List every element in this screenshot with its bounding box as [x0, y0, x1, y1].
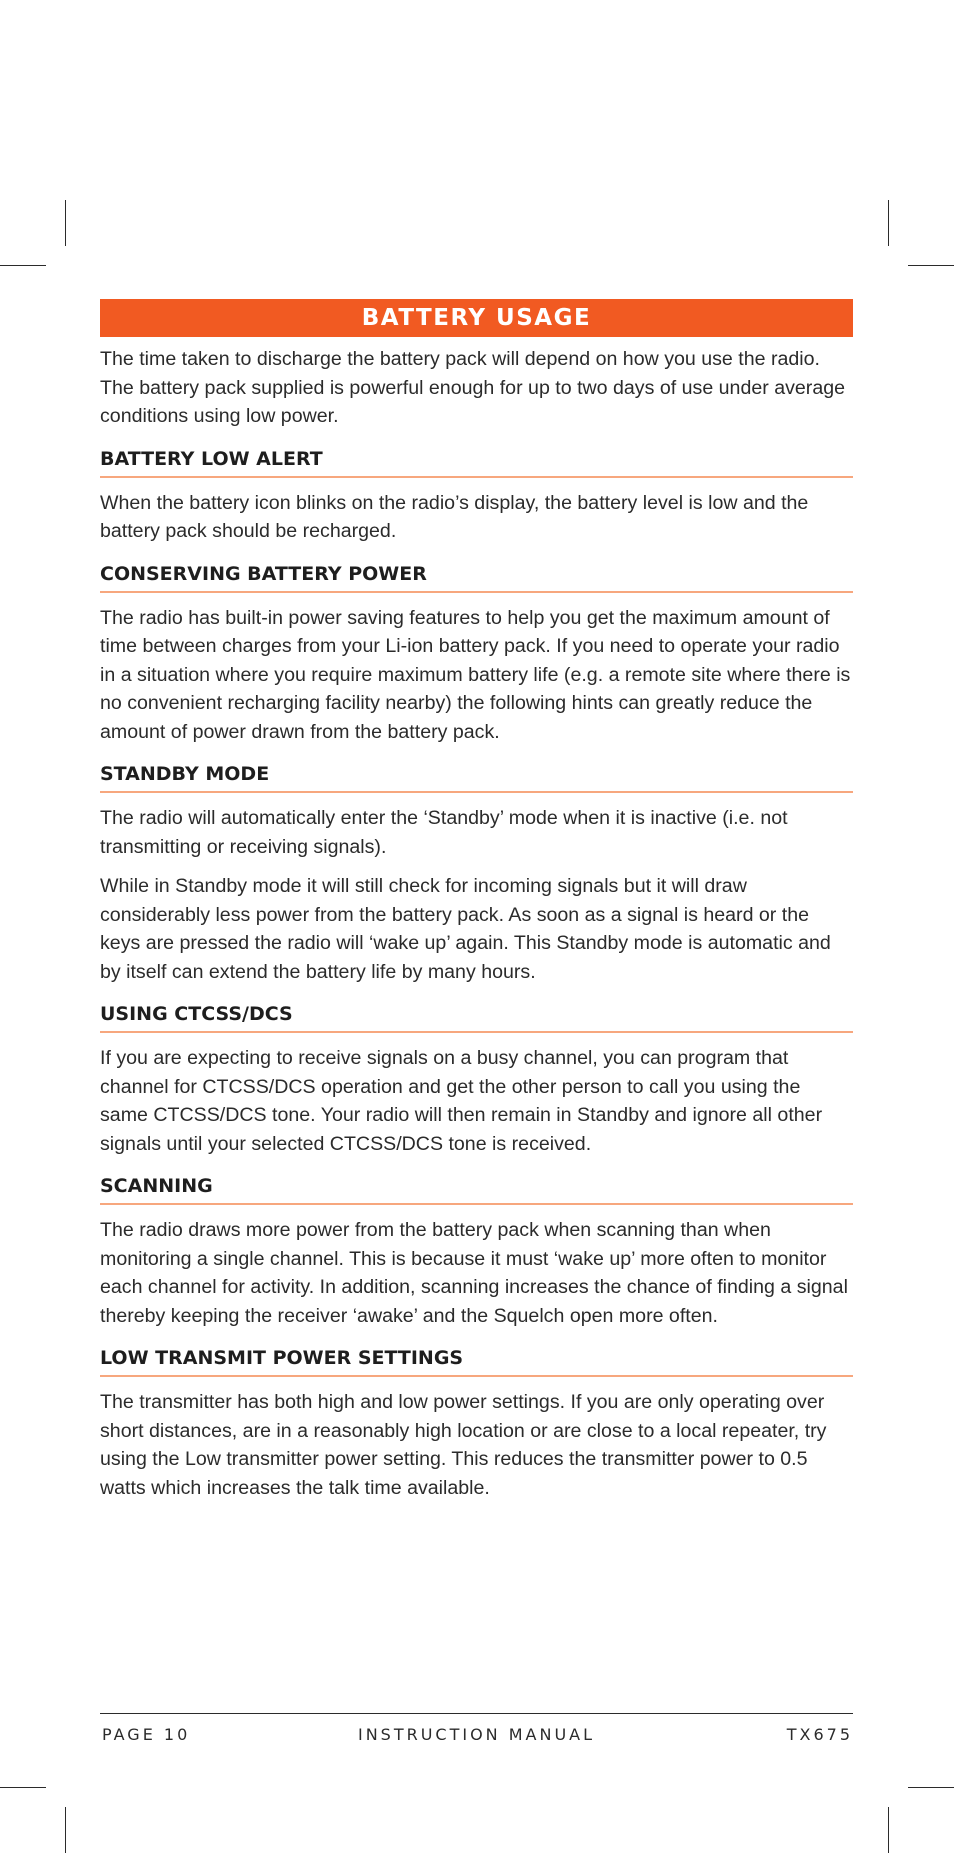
crop-mark-top-left-horizontal — [0, 265, 46, 266]
section-heading-low-transmit-power-settings: LOW TRANSMIT POWER SETTINGS — [100, 1346, 853, 1377]
crop-mark-top-left-vertical — [65, 200, 66, 246]
section-paragraph: If you are expecting to receive signals on a busy channel, you can program that channel for CTCSS/DCS operation and get the other person to call you using the same CTCSS/DCS tone. Your radio will then remain in Standby and ignore all other signals until your selected CTCSS/DCS tone is received. — [100, 1047, 823, 1155]
section-paragraph: The radio draws more power from the battery pack when scanning than when monitoring a single channel. This is because it must ‘wake up’ more often to monitor each channel for activity. In addition, scanning increases the chance of finding a signal thereby keeping the receiver ‘awake’ and the Squelch open more often. — [100, 1219, 848, 1327]
section-paragraph: The radio has built-in power saving features to help you get the maximum amount of time between charges from your Li-ion battery pack. If you need to operate your radio in a situation where you require maximum battery life (e.g. a remote site where there is no convenient recharging facility nearby) the following hints can greatly reduce the amount of power drawn from the battery pack. — [100, 606, 851, 743]
crop-mark-bottom-right-vertical — [888, 1807, 889, 1853]
section-paragraph: When the battery icon blinks on the radio’s display, the battery level is low and the battery pack should be recharged. — [100, 491, 809, 542]
footer-model: TX675 — [786, 1725, 853, 1744]
section-paragraph: The transmitter has both high and low power settings. If you are only operating over short distances, are in a reasonably high location or are close to a local repeater, try using the Low transmitter power setting. This reduces the transmitter power to 0.5 watts which increases the talk time available. — [100, 1391, 827, 1499]
section-heading-battery-low-alert: BATTERY LOW ALERT — [100, 447, 853, 478]
page-content — [100, 299, 853, 1502]
page-title: BATTERY USAGE — [361, 305, 592, 331]
page-title-bar — [100, 299, 853, 337]
footer-page-number: PAGE 10 — [102, 1725, 191, 1744]
section-heading-using-ctcss-dcs: USING CTCSS/DCS — [100, 1002, 853, 1033]
crop-mark-bottom-right-horizontal — [908, 1787, 954, 1788]
section-paragraph: The radio will automatically enter the ‘Standby’ mode when it is inactive (i.e. not transmitting or receiving signals). — [100, 807, 788, 858]
crop-mark-top-right-horizontal — [908, 265, 954, 266]
section-paragraph: While in Standby mode it will still check for incoming signals but it will draw considerably less power from the battery pack. As soon as a signal is heard or the keys are pressed the radio will ‘wake up’ again. This Standby mode is automatic and by itself can extend the battery life by many hours. — [100, 875, 831, 983]
footer-manual-title: INSTRUCTION MANUAL — [357, 1725, 596, 1744]
page-footer — [100, 1713, 853, 1754]
crop-mark-bottom-left-horizontal — [0, 1787, 46, 1788]
intro-paragraph: The time taken to discharge the battery pack will depend on how you use the radio. The battery pack supplied is powerful enough for up to two days of use under average conditions using low power. — [100, 348, 846, 427]
section-heading-conserving-battery-power: CONSERVING BATTERY POWER — [100, 562, 853, 593]
crop-mark-top-right-vertical — [888, 200, 889, 246]
section-heading-scanning: SCANNING — [100, 1174, 853, 1205]
crop-mark-bottom-left-vertical — [65, 1807, 66, 1853]
section-heading-standby-mode: STANDBY MODE — [100, 762, 853, 793]
